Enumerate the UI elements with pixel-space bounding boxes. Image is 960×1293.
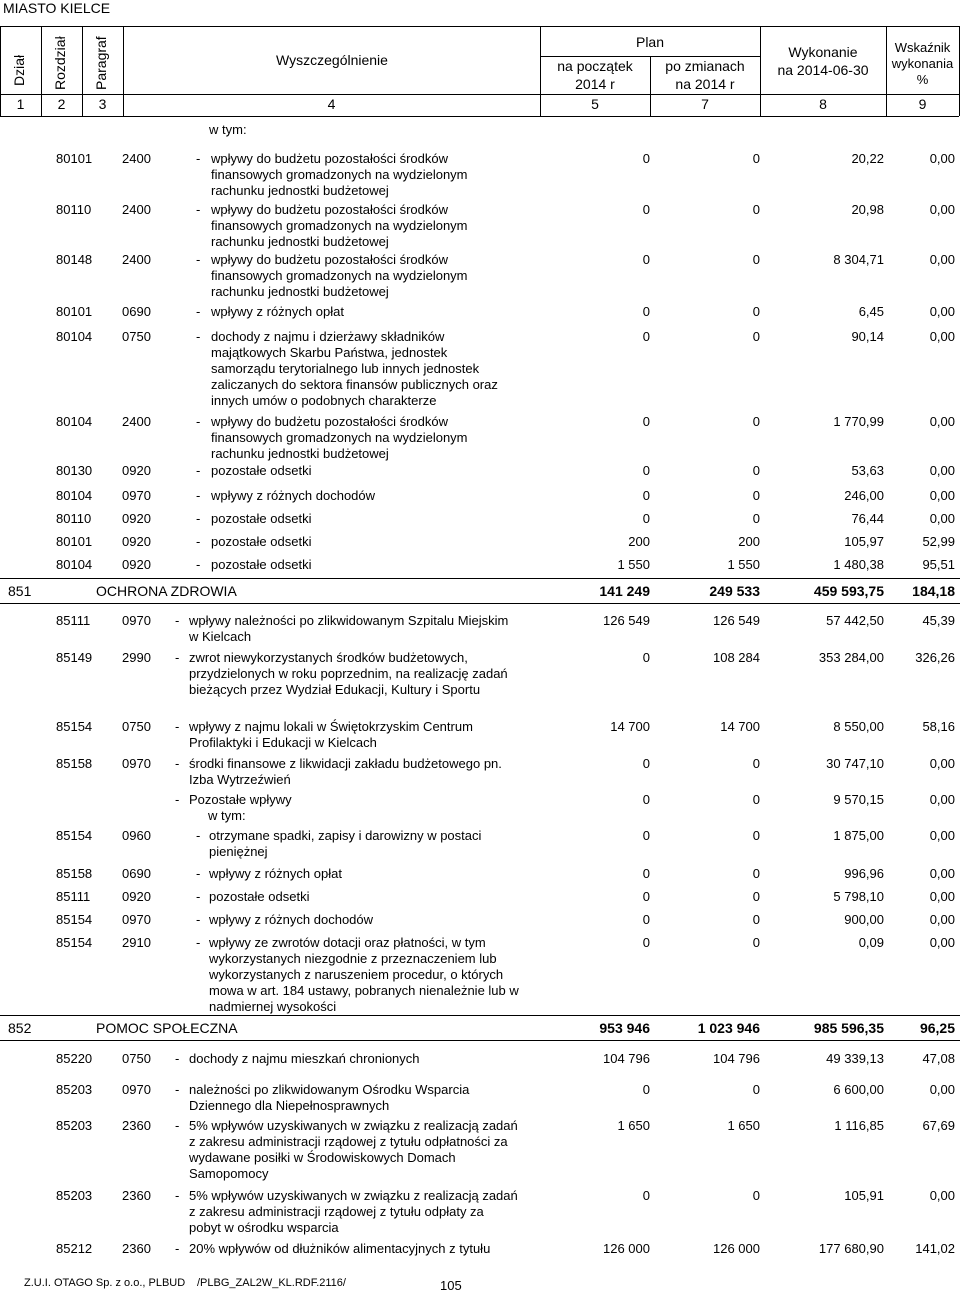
- rozdzial-cell: 80101: [56, 304, 93, 319]
- plan-changed-cell: 0: [752, 756, 760, 771]
- plan-start-cell: 1 550: [617, 557, 650, 572]
- rozdzial-cell: 80101: [56, 151, 93, 166]
- description-cell: wpływy do budżetu pozostałości środków finansowych gromadzonych na wydzielonym rachunku jednostki budżetowej: [211, 151, 468, 198]
- ratio-cell: 0,00: [929, 511, 955, 526]
- col-plan: Plan: [635, 34, 665, 50]
- plan-start-cell: 126 000: [603, 1241, 650, 1256]
- plan-changed-cell: 0: [752, 912, 760, 927]
- execution-cell: 177 680,90: [818, 1241, 884, 1256]
- dash-marker: -: [196, 463, 201, 478]
- colnum-5: 5: [591, 96, 599, 112]
- description-cell: wpływy z najmu lokali w Świętokrzyskim Centrum Profilaktyki i Edukacji w Kielcach: [189, 719, 473, 750]
- ratio-cell: 0,00: [929, 1188, 955, 1203]
- plan-start-cell: 0: [642, 329, 650, 344]
- paragraf-cell: 2400: [122, 202, 151, 217]
- rozdzial-cell: 80104: [56, 329, 93, 344]
- description-cell: otrzymane spadki, zapisy i darowizny w postaci pieniężnej: [209, 828, 482, 859]
- footer-page: 105: [440, 1278, 462, 1293]
- paragraf-cell: 0690: [122, 866, 151, 881]
- rozdzial-cell: 85220: [56, 1051, 93, 1066]
- ratio-cell: 58,16: [922, 719, 955, 734]
- dash-marker: -: [175, 1051, 180, 1066]
- description-cell: wpływy do budżetu pozostałości środków finansowych gromadzonych na wydzielonym rachunku jednostki budżetowej: [211, 202, 468, 249]
- plan-changed-cell: 0: [752, 1082, 760, 1097]
- col-rozdzial: Rozdział: [52, 36, 68, 90]
- description-cell: pozostałe odsetki: [211, 511, 312, 526]
- plan-changed-cell: 0: [752, 488, 760, 503]
- paragraf-cell: 0920: [122, 463, 151, 478]
- paragraf-cell: 2400: [122, 151, 151, 166]
- execution-cell: 996,96: [844, 866, 884, 881]
- plan-start-cell: 0: [642, 252, 650, 267]
- plan-start-cell: 0: [642, 792, 650, 807]
- dash-marker: -: [196, 828, 201, 843]
- dash-marker: -: [196, 889, 201, 904]
- execution-cell: 20,22: [851, 151, 884, 166]
- paragraf-cell: 0750: [122, 329, 151, 344]
- execution-cell: 30 747,10: [826, 756, 884, 771]
- ratio-cell: 0,00: [929, 463, 955, 478]
- ratio-cell: 0,00: [929, 912, 955, 927]
- execution-cell: 53,63: [851, 463, 884, 478]
- w-tym-label-2: w tym:: [208, 808, 246, 823]
- plan-changed-cell: 0: [752, 202, 760, 217]
- plan-changed-cell: 0: [752, 151, 760, 166]
- rozdzial-cell: 85154: [56, 912, 93, 927]
- paragraf-cell: 0750: [122, 719, 151, 734]
- rozdzial-cell: 80148: [56, 252, 93, 267]
- dash-marker: -: [196, 488, 201, 503]
- plan-start-cell: 104 796: [603, 1051, 650, 1066]
- plan-changed-cell: 126 549: [713, 613, 760, 628]
- rozdzial-cell: 85111: [56, 889, 91, 904]
- plan-changed-cell: 0: [752, 935, 760, 950]
- rozdzial-cell: 85203: [56, 1082, 93, 1097]
- ratio-cell: 326,26: [915, 650, 955, 665]
- paragraf-cell: 2360: [122, 1118, 151, 1133]
- ratio-cell: 0,00: [929, 889, 955, 904]
- execution-cell: 20,98: [851, 202, 884, 217]
- ratio-cell: 0,00: [929, 756, 955, 771]
- plan-changed-cell: 126 000: [713, 1241, 760, 1256]
- description-cell: należności po zlikwidowanym Ośrodku Wsparcia Dziennego dla Niepełnosprawnych: [189, 1082, 470, 1113]
- description-cell: wpływy z różnych dochodów: [211, 488, 376, 503]
- dash-marker: -: [175, 1241, 180, 1256]
- ratio-cell: 0,00: [929, 151, 955, 166]
- plan-changed-cell: 0: [752, 304, 760, 319]
- paragraf-cell: 0960: [122, 828, 151, 843]
- plan-changed-cell: 0: [752, 1188, 760, 1203]
- plan-start-cell: 0: [642, 304, 650, 319]
- colnum-4: 4: [327, 96, 336, 112]
- paragraf-cell: 2990: [122, 650, 151, 665]
- description-cell: Pozostałe wpływy: [189, 792, 292, 807]
- plan-start-cell: 0: [642, 202, 650, 217]
- plan-start-cell: 0: [642, 463, 650, 478]
- dash-marker: -: [175, 719, 180, 734]
- dash-marker: -: [196, 557, 201, 572]
- ratio-cell: 0,00: [929, 792, 955, 807]
- plan-start-cell: 0: [642, 935, 650, 950]
- description-cell: wpływy z różnych opłat: [211, 304, 344, 319]
- execution-cell: 57 442,50: [826, 613, 884, 628]
- ratio-cell: 67,69: [922, 1118, 955, 1133]
- paragraf-cell: 2360: [122, 1241, 151, 1256]
- rozdzial-cell: 80104: [56, 488, 93, 503]
- description-cell: pozostałe odsetki: [211, 534, 312, 549]
- dash-marker: -: [196, 534, 201, 549]
- execution-cell: 105,97: [844, 534, 884, 549]
- ratio-cell: 0,00: [929, 329, 955, 344]
- description-cell: zwrot niewykorzystanych środków budżetowych, przydzielonych w roku poprzednim, na realizację zadań bieżących przez Wydział Edukacji, Kultury i Sportu: [189, 650, 508, 697]
- plan-changed-cell: 0: [752, 889, 760, 904]
- ratio-cell: 0,00: [929, 828, 955, 843]
- dash-marker: -: [175, 792, 180, 807]
- colnum-1: 1: [16, 96, 25, 112]
- paragraf-cell: 2910: [122, 935, 151, 950]
- ratio-cell: 141,02: [915, 1241, 955, 1256]
- paragraf-cell: 0690: [122, 304, 151, 319]
- dash-marker: -: [196, 866, 201, 881]
- plan-start-cell: 0: [642, 1188, 650, 1203]
- rozdzial-cell: 85212: [56, 1241, 93, 1256]
- col-na-poczatek: na początek 2014 r: [557, 58, 633, 92]
- description-cell: wpływy do budżetu pozostałości środków finansowych gromadzonych na wydzielonym rachunku jednostki budżetowej: [211, 414, 468, 461]
- paragraf-cell: 0970: [122, 756, 151, 771]
- colnum-8: 8: [819, 96, 827, 112]
- colnum-7: 7: [701, 96, 709, 112]
- plan-changed-cell: 0: [752, 828, 760, 843]
- plan-changed-cell: 0: [752, 329, 760, 344]
- description-cell: pozostałe odsetki: [211, 463, 312, 478]
- paragraf-cell: 0920: [122, 511, 151, 526]
- plan-start-cell: 0: [642, 1082, 650, 1097]
- footer-left: Z.U.I. OTAGO Sp. z o.o., PLBUD: [24, 1277, 186, 1289]
- execution-cell: 1 116,85: [834, 1118, 884, 1133]
- execution-cell: 49 339,13: [826, 1051, 884, 1066]
- colnum-2: 2: [57, 96, 66, 112]
- city-title: MIASTO KIELCE: [3, 0, 111, 16]
- plan-changed-cell: 14 700: [720, 719, 760, 734]
- execution-cell: 6,45: [858, 304, 884, 319]
- dash-marker: -: [175, 756, 180, 771]
- section-851: 851 OCHRONA ZDROWIA 141 249 249 533 459 593,75 184,18: [0, 578, 960, 604]
- description-cell: wpływy do budżetu pozostałości środków finansowych gromadzonych na wydzielonym rachunku jednostki budżetowej: [211, 252, 468, 299]
- plan-start-cell: 0: [642, 151, 650, 166]
- description-cell: pozostałe odsetki: [211, 557, 312, 572]
- execution-cell: 0,09: [858, 935, 884, 950]
- rozdzial-cell: 85203: [56, 1188, 93, 1203]
- dash-marker: -: [196, 304, 201, 319]
- dash-marker: -: [175, 1188, 180, 1203]
- col-wykonanie: Wykonanie na 2014-06-30: [777, 44, 869, 78]
- dash-marker: -: [175, 613, 180, 628]
- rozdzial-cell: 85158: [56, 866, 93, 881]
- plan-changed-cell: 1 550: [727, 557, 760, 572]
- execution-cell: 246,00: [844, 488, 884, 503]
- ratio-cell: 0,00: [929, 414, 955, 429]
- col-paragraf: Paragraf: [93, 36, 109, 90]
- execution-cell: 90,14: [851, 329, 884, 344]
- plan-changed-cell: 108 284: [713, 650, 760, 665]
- rozdzial-cell: 80104: [56, 414, 93, 429]
- ratio-cell: 0,00: [929, 202, 955, 217]
- plan-changed-cell: 200: [738, 534, 760, 549]
- plan-changed-cell: 0: [752, 252, 760, 267]
- description-cell: 20% wpływów od dłużników alimentacyjnych z tytułu: [189, 1241, 491, 1256]
- footer-mid: /PLBG_ZAL2W_KL.RDF.2116/: [197, 1277, 346, 1289]
- section-852: 852 POMOC SPOŁECZNA 953 946 1 023 946 985 596,35 96,25: [0, 1015, 960, 1041]
- dash-marker: -: [175, 1118, 180, 1133]
- rozdzial-cell: 80104: [56, 557, 93, 572]
- description-cell: wpływy należności po zlikwidowanym Szpitalu Miejskim w Kielcach: [189, 613, 509, 644]
- plan-start-cell: 0: [642, 889, 650, 904]
- description-cell: środki finansowe z likwidacji zakładu budżetowego pn. Izba Wytrzeźwień: [189, 756, 502, 787]
- plan-start-cell: 14 700: [610, 719, 650, 734]
- dash-marker: -: [196, 151, 201, 166]
- col-wyszczegolnienie: Wyszczególnienie: [276, 52, 388, 68]
- plan-start-cell: 200: [628, 534, 650, 549]
- plan-changed-cell: 104 796: [713, 1051, 760, 1066]
- dash-marker: -: [175, 1082, 180, 1097]
- description-cell: 5% wpływów uzyskiwanych w związku z realizacją zadań z zakresu administracji rządowej z tytułu odpłaty za pobyt w ośrodku wsparcia: [189, 1188, 518, 1235]
- ratio-cell: 95,51: [922, 557, 955, 572]
- paragraf-cell: 0920: [122, 889, 151, 904]
- execution-cell: 1 770,99: [833, 414, 884, 429]
- execution-cell: 1 875,00: [833, 828, 884, 843]
- paragraf-cell: 2360: [122, 1188, 151, 1203]
- execution-cell: 353 284,00: [818, 650, 884, 665]
- plan-start-cell: 0: [642, 866, 650, 881]
- paragraf-cell: 0970: [122, 912, 151, 927]
- rozdzial-cell: 80101: [56, 534, 93, 549]
- ratio-cell: 47,08: [922, 1051, 955, 1066]
- rozdzial-cell: 85158: [56, 756, 93, 771]
- w-tym-label: w tym:: [209, 122, 247, 137]
- description-cell: dochody z najmu mieszkań chronionych: [189, 1051, 420, 1066]
- rozdzial-cell: 85149: [56, 650, 93, 665]
- execution-cell: 76,44: [851, 511, 884, 526]
- ratio-cell: 0,00: [929, 304, 955, 319]
- execution-cell: 105,91: [844, 1188, 884, 1203]
- plan-changed-cell: 0: [752, 414, 760, 429]
- dash-marker: -: [196, 202, 201, 217]
- rozdzial-cell: 85111: [56, 613, 91, 628]
- ratio-cell: 0,00: [929, 866, 955, 881]
- dash-marker: -: [196, 912, 201, 927]
- ratio-cell: 45,39: [922, 613, 955, 628]
- plan-start-cell: 0: [642, 414, 650, 429]
- ratio-cell: 0,00: [929, 1082, 955, 1097]
- col-po-zmianach: po zmianach na 2014 r: [665, 58, 745, 92]
- ratio-cell: 52,99: [922, 534, 955, 549]
- rozdzial-cell: 80110: [56, 511, 92, 526]
- plan-start-cell: 0: [642, 756, 650, 771]
- rozdzial-cell: 85203: [56, 1118, 93, 1133]
- dash-marker: -: [196, 511, 201, 526]
- paragraf-cell: 0750: [122, 1051, 151, 1066]
- execution-cell: 8 304,71: [833, 252, 884, 267]
- description-cell: wpływy z różnych dochodów: [209, 912, 374, 927]
- execution-cell: 900,00: [844, 912, 884, 927]
- plan-start-cell: 1 650: [617, 1118, 650, 1133]
- rozdzial-cell: 85154: [56, 828, 93, 843]
- paragraf-cell: 2400: [122, 252, 151, 267]
- description-cell: pozostałe odsetki: [209, 889, 310, 904]
- dash-marker: -: [175, 650, 180, 665]
- execution-cell: 6 600,00: [833, 1082, 884, 1097]
- execution-cell: 8 550,00: [833, 719, 884, 734]
- paragraf-cell: 0970: [122, 613, 151, 628]
- ratio-cell: 0,00: [929, 252, 955, 267]
- rozdzial-cell: 80110: [56, 202, 92, 217]
- plan-changed-cell: 0: [752, 866, 760, 881]
- colnum-9: 9: [918, 96, 927, 112]
- paragraf-cell: 2400: [122, 414, 151, 429]
- rozdzial-cell: 85154: [56, 935, 93, 950]
- plan-start-cell: 0: [642, 828, 650, 843]
- plan-start-cell: 0: [642, 488, 650, 503]
- rozdzial-cell: 85154: [56, 719, 93, 734]
- plan-changed-cell: 1 650: [727, 1118, 760, 1133]
- description-cell: dochody z najmu i dzierżawy składników majątkowych Skarbu Państwa, jednostek samorządu terytorialnego lub innych jednostek zaliczanych do sektora finansów publicznych oraz innych umów o podobnych charakterze: [211, 329, 498, 408]
- dash-marker: -: [196, 252, 201, 267]
- paragraf-cell: 0970: [122, 1082, 151, 1097]
- colnum-3: 3: [98, 96, 107, 112]
- dash-marker: -: [196, 329, 201, 344]
- col-dzial: Dział: [11, 54, 27, 86]
- paragraf-cell: 0920: [122, 534, 151, 549]
- paragraf-cell: 0970: [122, 488, 151, 503]
- rozdzial-cell: 80130: [56, 463, 93, 478]
- plan-start-cell: 0: [642, 650, 650, 665]
- plan-changed-cell: 0: [752, 511, 760, 526]
- description-cell: wpływy z różnych opłat: [209, 866, 342, 881]
- col-wskaznik: Wskaźnik wykonania %: [891, 40, 954, 87]
- plan-changed-cell: 0: [752, 463, 760, 478]
- dash-marker: -: [196, 414, 201, 429]
- execution-cell: 9 570,15: [833, 792, 884, 807]
- plan-changed-cell: 0: [752, 792, 760, 807]
- execution-cell: 1 480,38: [833, 557, 884, 572]
- plan-start-cell: 0: [642, 511, 650, 526]
- description-cell: 5% wpływów uzyskiwanych w związku z realizacją zadań z zakresu administracji rządowej z tytułu odpłatności za wydawane posiłki w Środowiskowych Domach Samopomocy: [189, 1118, 518, 1181]
- dash-marker: -: [196, 935, 201, 950]
- ratio-cell: 0,00: [929, 935, 955, 950]
- plan-start-cell: 0: [642, 912, 650, 927]
- description-cell: wpływy ze zwrotów dotacji oraz płatności, w tym wykorzystanych niezgodnie z przeznaczeniem lub wykorzystanych z naruszeniem procedur, o których mowa w art. 184 ustawy, pobranych nienależnie lub w nadmiernej wysokości: [209, 935, 519, 1014]
- paragraf-cell: 0920: [122, 557, 151, 572]
- plan-start-cell: 126 549: [603, 613, 650, 628]
- execution-cell: 5 798,10: [833, 889, 884, 904]
- ratio-cell: 0,00: [929, 488, 955, 503]
